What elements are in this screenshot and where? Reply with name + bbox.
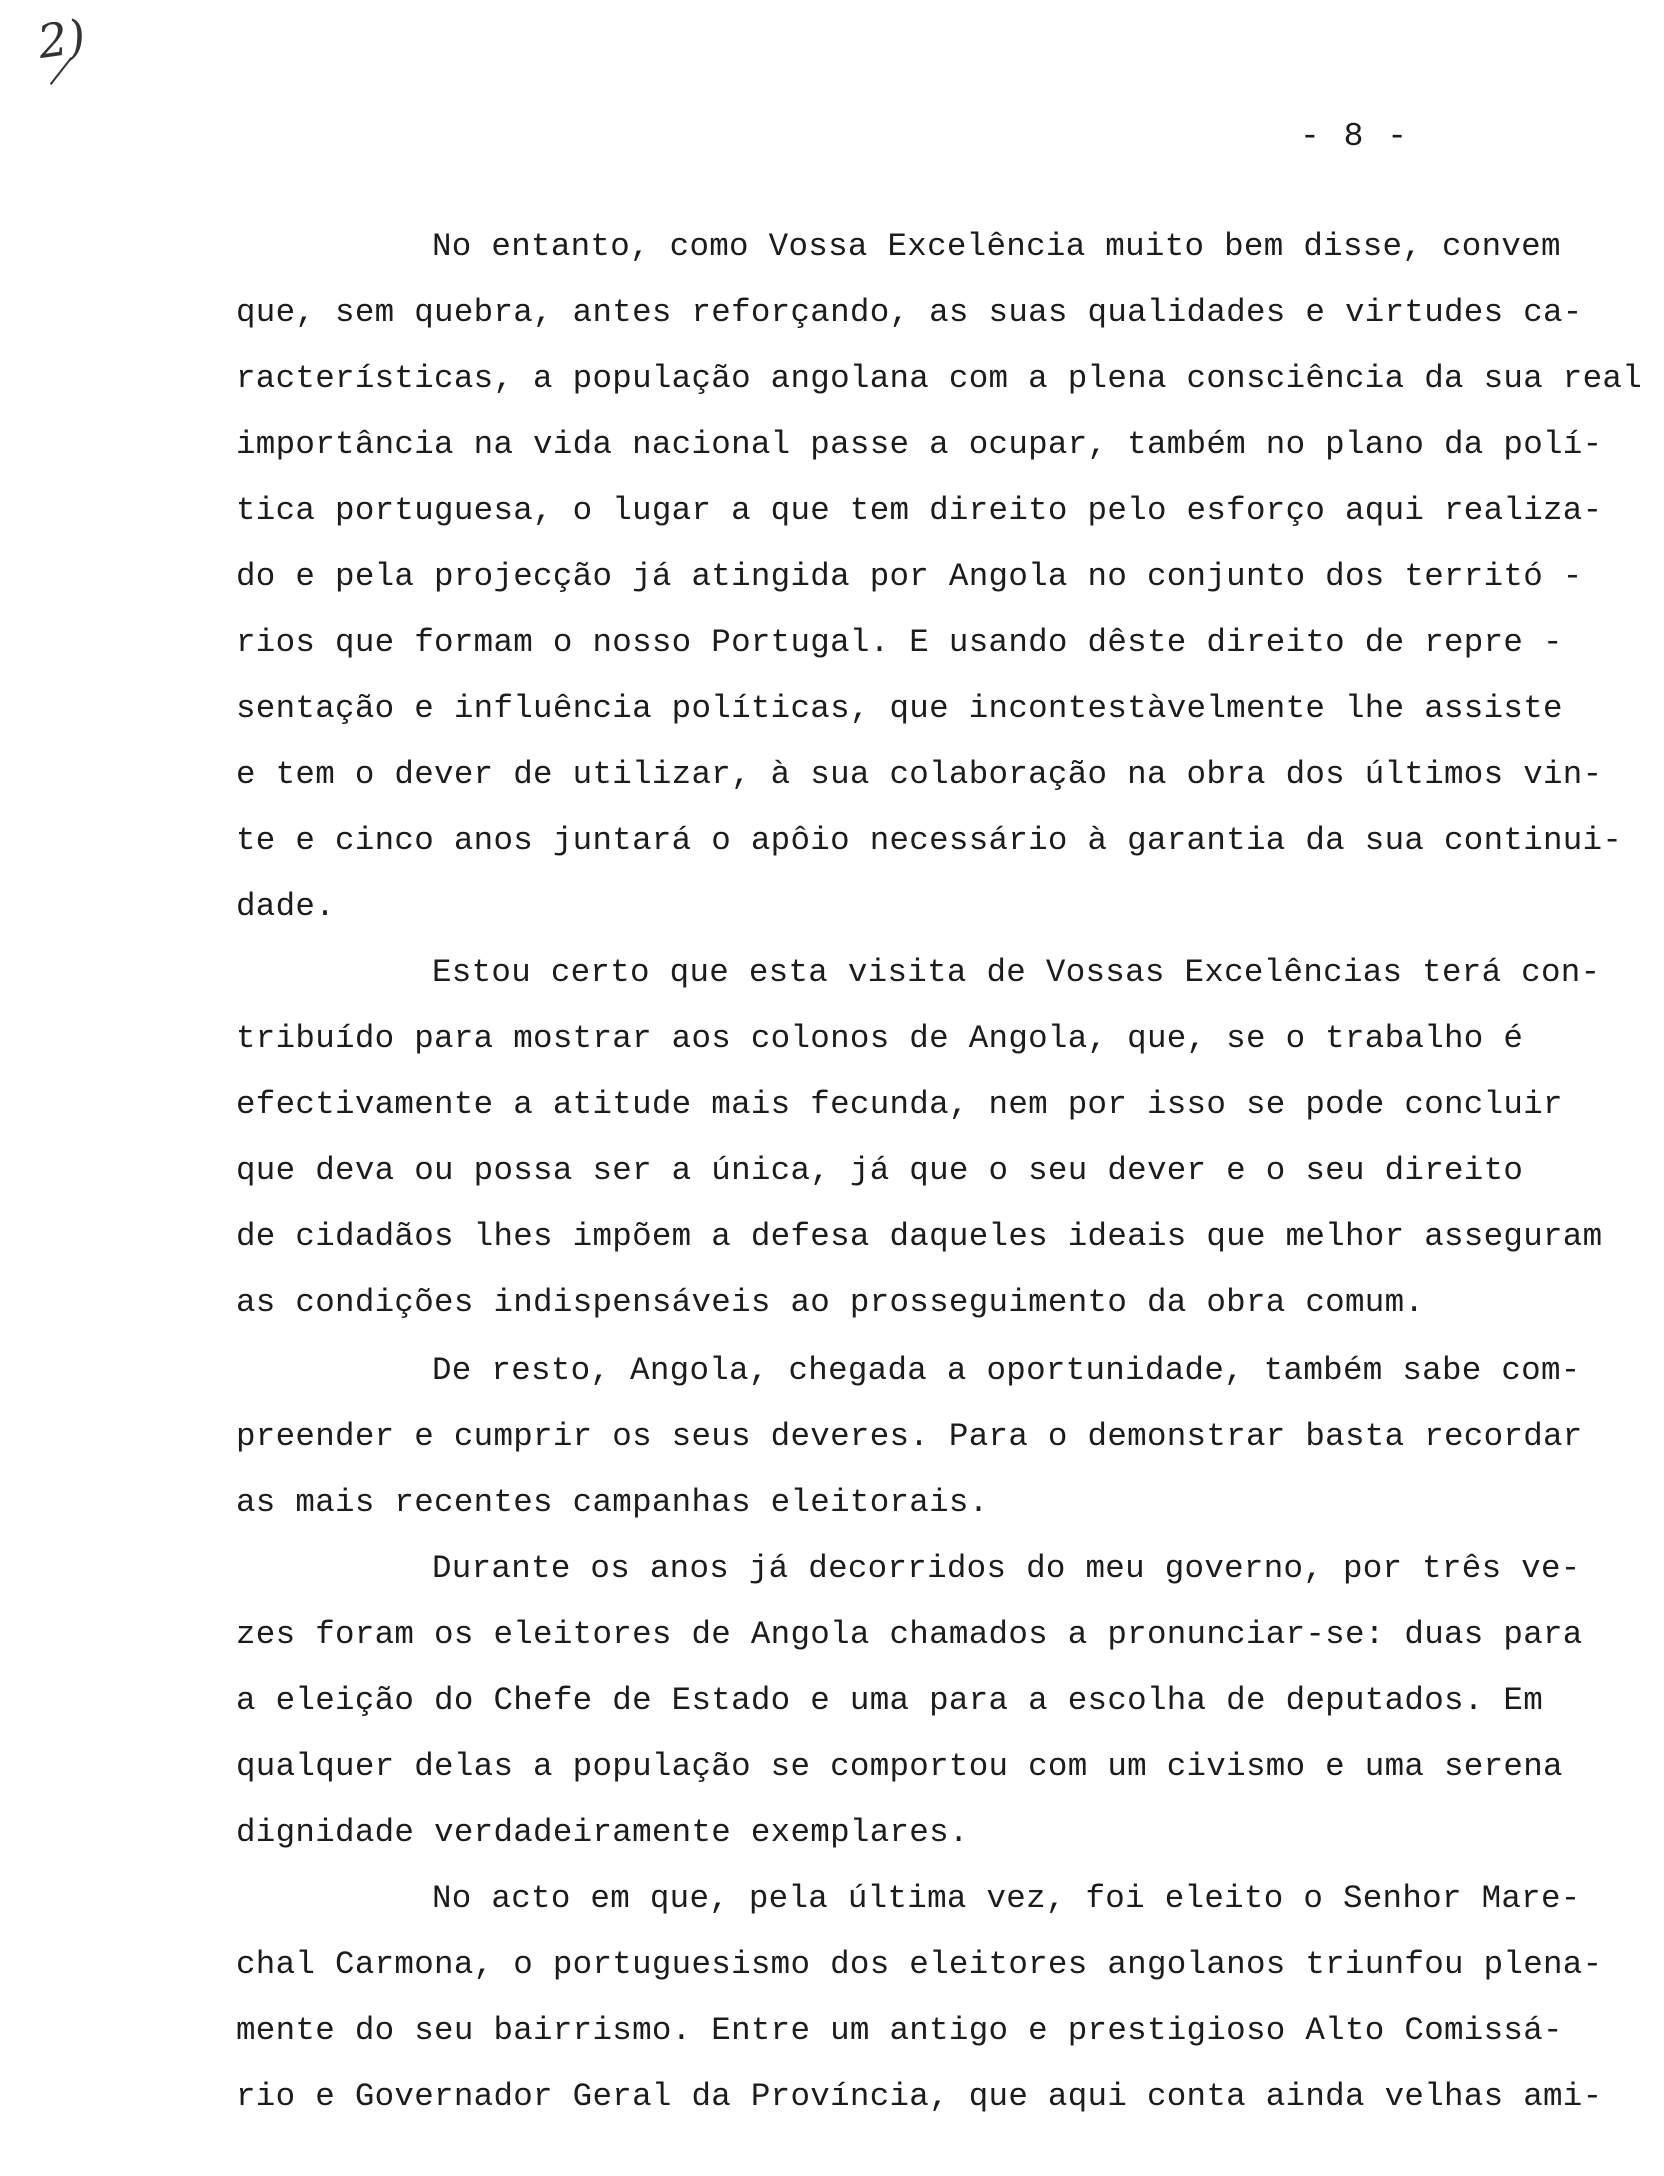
text-line: de cidadãos lhes impõem a defesa daqueles ideais que melhor asseguram xyxy=(236,1218,1603,1255)
text-line: No entanto, como Vossa Excelência muito bem disse, convem xyxy=(432,228,1561,265)
text-line: do e pela projecção já atingida por Angola no conjunto dos territó - xyxy=(236,558,1583,595)
handwritten-mark: 2) xyxy=(34,8,89,70)
text-line: as condições indispensáveis ao prosseguimento da obra comum. xyxy=(236,1284,1425,1321)
text-line: qualquer delas a população se comportou com um civismo e uma serena xyxy=(236,1748,1563,1785)
text-line: importância na vida nacional passe a ocupar, também no plano da polí- xyxy=(236,426,1603,463)
text-line: Durante os anos já decorridos do meu governo, por três ve- xyxy=(432,1550,1581,1587)
text-line: Estou certo que esta visita de Vossas Excelências terá con- xyxy=(432,954,1601,991)
text-line: rio e Governador Geral da Província, que aqui conta ainda velhas ami- xyxy=(236,2078,1603,2115)
text-line: zes foram os eleitores de Angola chamados a pronunciar-se: duas para xyxy=(236,1616,1583,1653)
text-line: preender e cumprir os seus deveres. Para o demonstrar basta recordar xyxy=(236,1418,1583,1455)
page-number: - 8 - xyxy=(1300,118,1410,155)
text-line: rios que formam o nosso Portugal. E usando dêste direito de repre - xyxy=(236,624,1563,661)
text-line: efectivamente a atitude mais fecunda, nem por isso se pode concluir xyxy=(236,1086,1563,1123)
text-line: te e cinco anos juntará o apôio necessário à garantia da sua continui- xyxy=(236,822,1623,859)
text-line: dade. xyxy=(236,888,336,925)
text-line: chal Carmona, o portuguesismo dos eleitores angolanos triunfou plena- xyxy=(236,1946,1603,1983)
text-line: e tem o dever de utilizar, à sua colaboração na obra dos últimos vin- xyxy=(236,756,1603,793)
text-line: a eleição do Chefe de Estado e uma para a escolha de deputados. Em xyxy=(236,1682,1544,1719)
text-line: que deva ou possa ser a única, já que o seu dever e o seu direito xyxy=(236,1152,1524,1189)
text-line: tribuído para mostrar aos colonos de Angola, que, se o trabalho é xyxy=(236,1020,1524,1057)
text-line: No acto em que, pela última vez, foi eleito o Senhor Mare- xyxy=(432,1880,1581,1917)
text-line: as mais recentes campanhas eleitorais. xyxy=(236,1484,989,1521)
text-line: mente do seu bairrismo. Entre um antigo e prestigioso Alto Comissá- xyxy=(236,2012,1563,2049)
text-line: tica portuguesa, o lugar a que tem direito pelo esforço aqui realiza- xyxy=(236,492,1603,529)
text-line: dignidade verdadeiramente exemplares. xyxy=(236,1814,969,1851)
text-line: racterísticas, a população angolana com a plena consciência da sua real xyxy=(236,360,1643,397)
text-line: sentação e influência políticas, que incontestàvelmente lhe assiste xyxy=(236,690,1563,727)
text-line: que, sem quebra, antes reforçando, as suas qualidades e virtudes ca- xyxy=(236,294,1583,331)
text-line: De resto, Angola, chegada a oportunidade, também sabe com- xyxy=(432,1352,1581,1389)
